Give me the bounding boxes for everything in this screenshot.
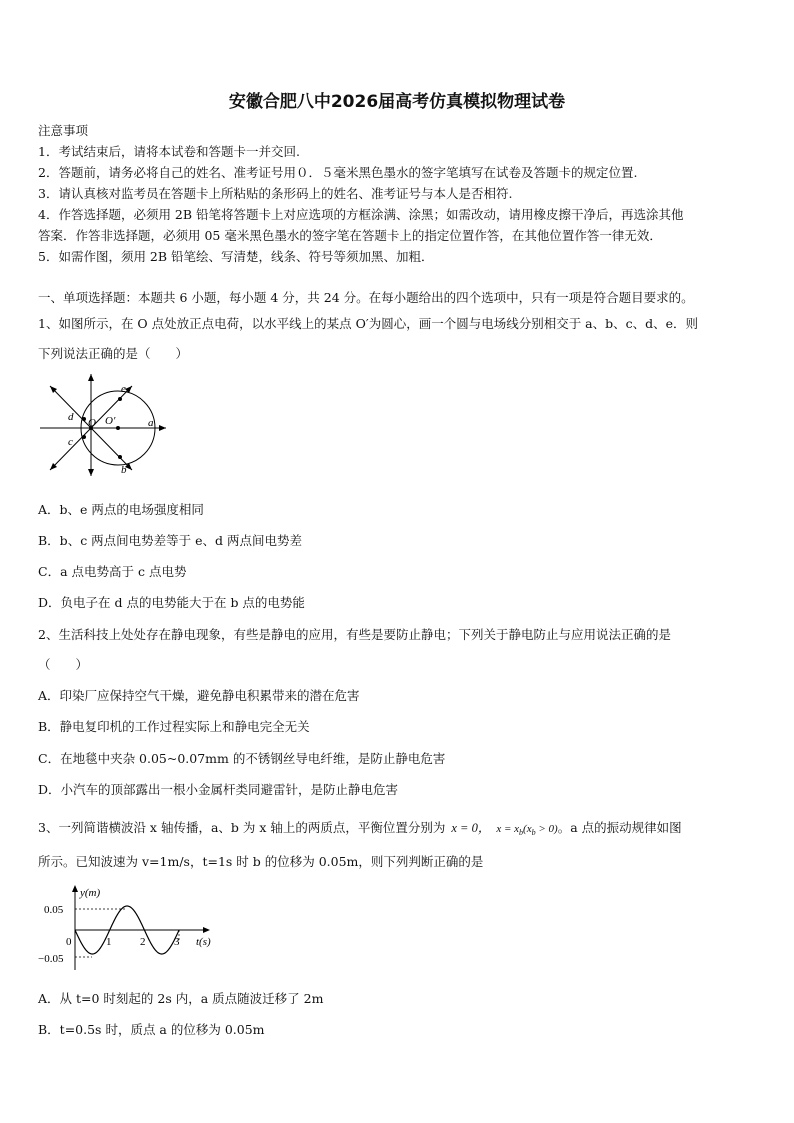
q2-option-b: B．静电复印机的工作过程实际上和静电完全无关	[38, 719, 310, 734]
label-d: d	[68, 411, 74, 423]
q2-option-d: D．小汽车的顶部露出一根小金属杆类同避雷针，是防止静电危害	[38, 782, 399, 797]
point-d	[82, 417, 86, 421]
q3-stem-tail: 。a 点的振动规律如图	[557, 820, 682, 835]
q3-option-b: B．t=0.5s 时，质点 a 的位移为 0.05m	[38, 1022, 265, 1037]
x-tick-0: 0	[66, 936, 72, 948]
q3-option-a: A．从 t=0 时刻起的 2s 内，a 质点随波迁移了 2m	[38, 991, 324, 1006]
notice-item-2: 2．答题前，请务必将自己的姓名、准考证号用０．５毫米黑色墨水的签字笔填写在试卷及答题卡的规定位置.	[38, 165, 638, 180]
point-O-prime	[116, 426, 120, 430]
q2-option-c: C．在地毯中夹杂 0.05~0.07mm 的不锈钢丝导电纤维，是防止静电危害	[38, 751, 446, 766]
q1-figure	[38, 370, 168, 478]
q2-option-a: A．印染厂应保持空气干燥，避免静电积累带来的潜在危害	[38, 688, 360, 703]
q3-position-b: $x = x_b(x_b > 0)$	[496, 823, 558, 838]
notice-item-3: 3．请认真核对监考员在答题卡上所粘贴的条形码上的姓名、准考证号与本人是否相符.	[38, 186, 513, 201]
label-O: O	[88, 417, 96, 429]
x-tick-2: 2	[140, 936, 146, 948]
q3-stem-cont: 所示。已知波速为 v=1m/s，t=1s 时 b 的位移为 0.05m，则下列判断正确的是	[38, 854, 484, 869]
y-axis-label: y(m)	[80, 887, 101, 899]
q1-option-d: D．负电子在 d 点的电势能大于在 b 点的电势能	[38, 595, 305, 610]
notice-item-4: 4．作答选择题，必须用 2B 铅笔将答题卡上对应选项的方框涂满、涂黑；如需改动，请用橡皮擦干净后，再选涂其他	[38, 207, 684, 222]
q1-option-c: C．a 点电势高于 c 点电势	[38, 564, 187, 579]
label-c: c	[68, 436, 73, 448]
q2-stem: 2、生活科技上处处存在静电现象，有些是静电的应用，有些是要防止静电；下列关于静电防止与应用说法正确的是	[38, 627, 671, 642]
x-tick-3: 3	[174, 936, 180, 948]
page-title: 安徽合肥八中2026届高考仿真模拟物理试卷	[228, 92, 566, 112]
x-axis-label: t(s)	[196, 936, 211, 948]
q1-option-a: A．b、e 两点的电场强度相同	[38, 502, 204, 517]
y-tick-min: −0.05	[38, 953, 64, 965]
q3-stem	[38, 818, 682, 837]
q1-stem-cont: 下列说法正确的是（ ）	[38, 346, 189, 361]
q3-stem-text: 3、一列简谐横波沿 x 轴传播，a、b 为 x 轴上的两质点，平衡位置分别为	[38, 820, 446, 835]
section-heading: 一、单项选择题：本题共 6 小题，每小题 4 分，共 24 分。在每小题给出的四个选项中，只有一项是符合题目要求的。	[38, 290, 694, 305]
q2-stem-cont: （ ）	[38, 657, 89, 672]
notice-item-5: 5．如需作图，须用 2B 铅笔绘、写清楚，线条、符号等须加黑、加粗．	[38, 249, 434, 264]
q3-chart	[36, 882, 226, 972]
point-b	[118, 455, 122, 459]
label-e: e	[121, 383, 126, 395]
notice-item-1: 1．考试结束后，请将本试卷和答题卡一并交回.	[38, 144, 300, 159]
point-c	[82, 435, 86, 439]
point-e	[118, 397, 122, 401]
label-b: b	[121, 464, 127, 476]
label-O-prime: O′	[105, 415, 116, 427]
q3-position-a: x = 0，	[451, 821, 491, 835]
notice-heading: 注意事项	[38, 123, 89, 138]
x-tick-1: 1	[106, 936, 112, 948]
y-tick-max: 0.05	[44, 904, 64, 916]
q1-option-b: B．b、c 两点间电势差等于 e、d 两点间电势差	[38, 533, 303, 548]
q1-stem: 1、如图所示，在 O 点处放正点电荷，以水平线上的某点 O′为圆心，画一个圆与电场线分别相交于 a、b、c、d、e．则	[38, 316, 699, 331]
notice-item-4-cont: 答案．作答非选择题，必须用 05 毫米黑色墨水的签字笔在答题卡上的指定位置作答，在其他位置作答一律无效．	[38, 228, 662, 243]
label-a: a	[148, 417, 154, 429]
